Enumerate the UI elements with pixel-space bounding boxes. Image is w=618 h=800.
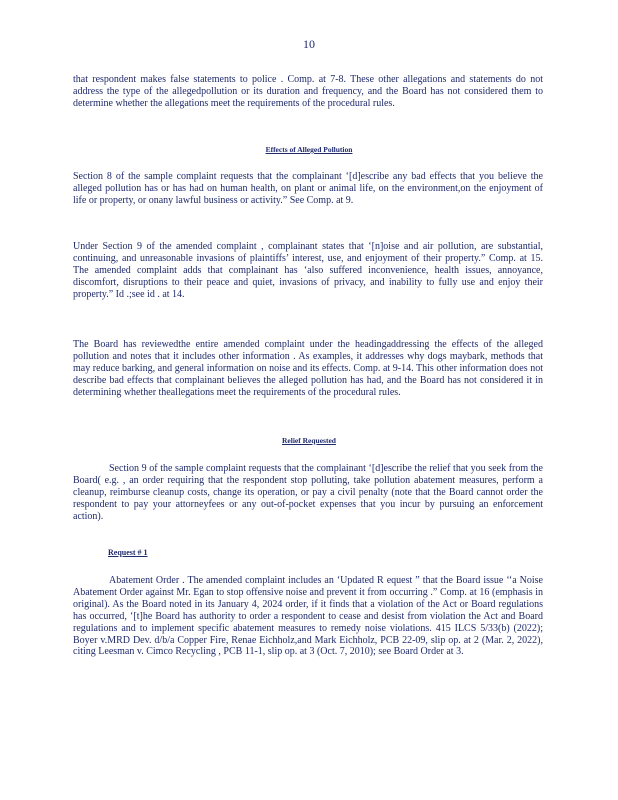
paragraph-abatement-order: Abatement Order . The amended complaint includes an ‘Updated R equest ” that the Board issue ‘‘a Noise Abatement Order against Mr. Egan to stop offensive noise and prevent it from occurring .” Comp. at 16 (emphasis in original). As the Board noted in its January 4, 2024 order, if it finds that a violation of the Act or Board regulations has occurred, ‘[t]he Board has authority to order a respondent to cease and desist from violation the Act and Board regulations and to implement specific abatement measures to remedy noise violations. 415 ILCS 5/33(b) (2022); Boyer v.MRD Dev. d/b/a Copper Fire, Renae Eichholz,and Mark Eichholz, PCB 22-09, slip op. at 2 (Mar. 2, 2022), citing Leesman v. Cimco Recycling , PCB 11-1, slip op. at 3 (Oct. 7, 2010); see Board Order at 3. [73, 575, 543, 658]
heading-effects-text: Effects of Alleged Pollution [265, 145, 353, 154]
paragraph-allegations: that respondent makes false statements to police . Comp. at 7-8. These other allegations and statements do not address the type of the allegedpollution or its duration and frequency, and the Board has not considered them to determine whether the allegations meet the requirements of the procedural rules. [73, 74, 543, 109]
paragraph-section-9-complaint: Under Section 9 of the amended complaint , complainant states that ‘[n]oise and air pollution, are substantial, continuing, and unreasonable invasions of plaintiffs’ interest, use, and enjoyment of their property.” Comp. at 15. The amended complaint adds that complainant has ‘also suffered inconvenience, health issues, annoyance, discomfort, disruptions to their peace and quiet, invasions of privacy, and inability to fully use and enjoy their property.” Id .;see id . at 14. [73, 241, 543, 300]
heading-relief-text: Relief Requested [282, 436, 336, 445]
heading-effects [0, 145, 618, 154]
paragraph-board-review: The Board has reviewedthe entire amended complaint under the headingaddressing the effects of the alleged pollution and notes that it includes other information . As examples, it addresses why dogs maybark, methods that may reduce barking, and general information on noise and its effects. Comp. at 9-14. This other information does not describe bad effects that complainant believes the alleged pollution has had, and the Board has not considered it in determining whether theallegations meet the requirements of the procedural rules. [73, 339, 543, 398]
paragraph-section-8: Section 8 of the sample complaint requests that the complainant ‘[d]escribe any bad effects that you believe the alleged pollution has or has had on human health, on plant or animal life, on the environment,on the enjoyment of life or property, or onany lawful business or activity.” See Comp. at 9. [73, 171, 543, 206]
subheading-request-1-text: Request # 1 [108, 548, 148, 557]
paragraph-section-9-relief: Section 9 of the sample complaint requests that the complainant ‘[d]escribe the relief that you seek from the Board( e.g. , an order requiring that the respondent stop polluting, take pollution abatement measures, perform a cleanup, reimburse cleanup costs, change its operation, or pay a civil penalty (note that the Board cannot order the respondent to pay your attorneyfees or any out-of-pocket expenses that you incur by pursuing an enforcement action). [73, 463, 543, 522]
heading-relief [0, 436, 618, 445]
subheading-request-1 [108, 548, 148, 557]
page-number: 10 [303, 37, 315, 51]
